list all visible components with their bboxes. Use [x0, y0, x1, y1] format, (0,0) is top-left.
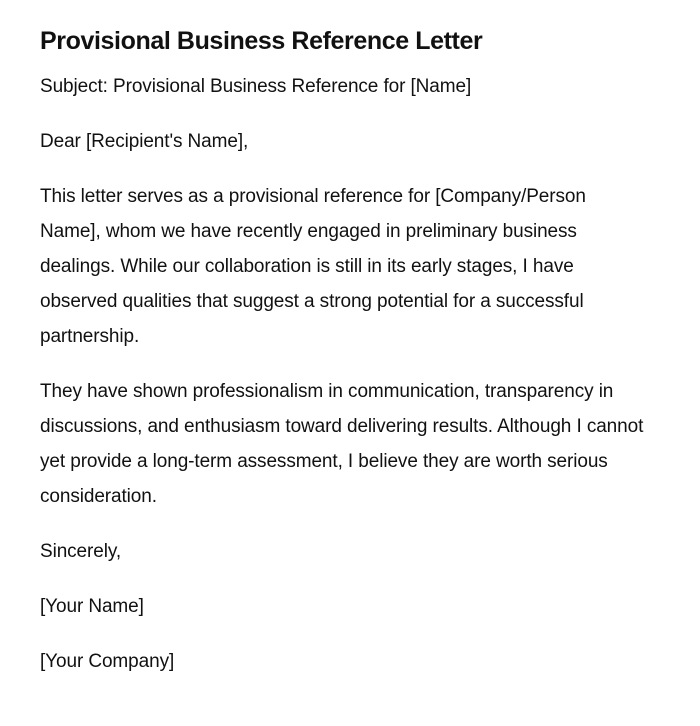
greeting: Dear [Recipient's Name], [40, 131, 249, 152]
letter-title: Provisional Business Reference Letter [40, 27, 483, 55]
subject-line: Subject: Provisional Business Reference for [Name] [40, 76, 472, 97]
body-paragraph-2: They have shown professionalism in communication, transparency in discussions, and enthusiasm toward delivering results. Although I cannot yet provide a long-term assessment, I believe they are worth serious consideration. [40, 381, 644, 507]
closing: Sincerely, [40, 541, 122, 562]
signature-name: [Your Name] [40, 596, 144, 617]
signature-company: [Your Company] [40, 651, 175, 672]
body-paragraph-1: This letter serves as a provisional reference for [Company/Person Name], whom we have recently engaged in preliminary business dealings. While our collaboration is still in its early stages, I have observed qualities that suggest a strong potential for a successful partnership. [40, 186, 586, 347]
